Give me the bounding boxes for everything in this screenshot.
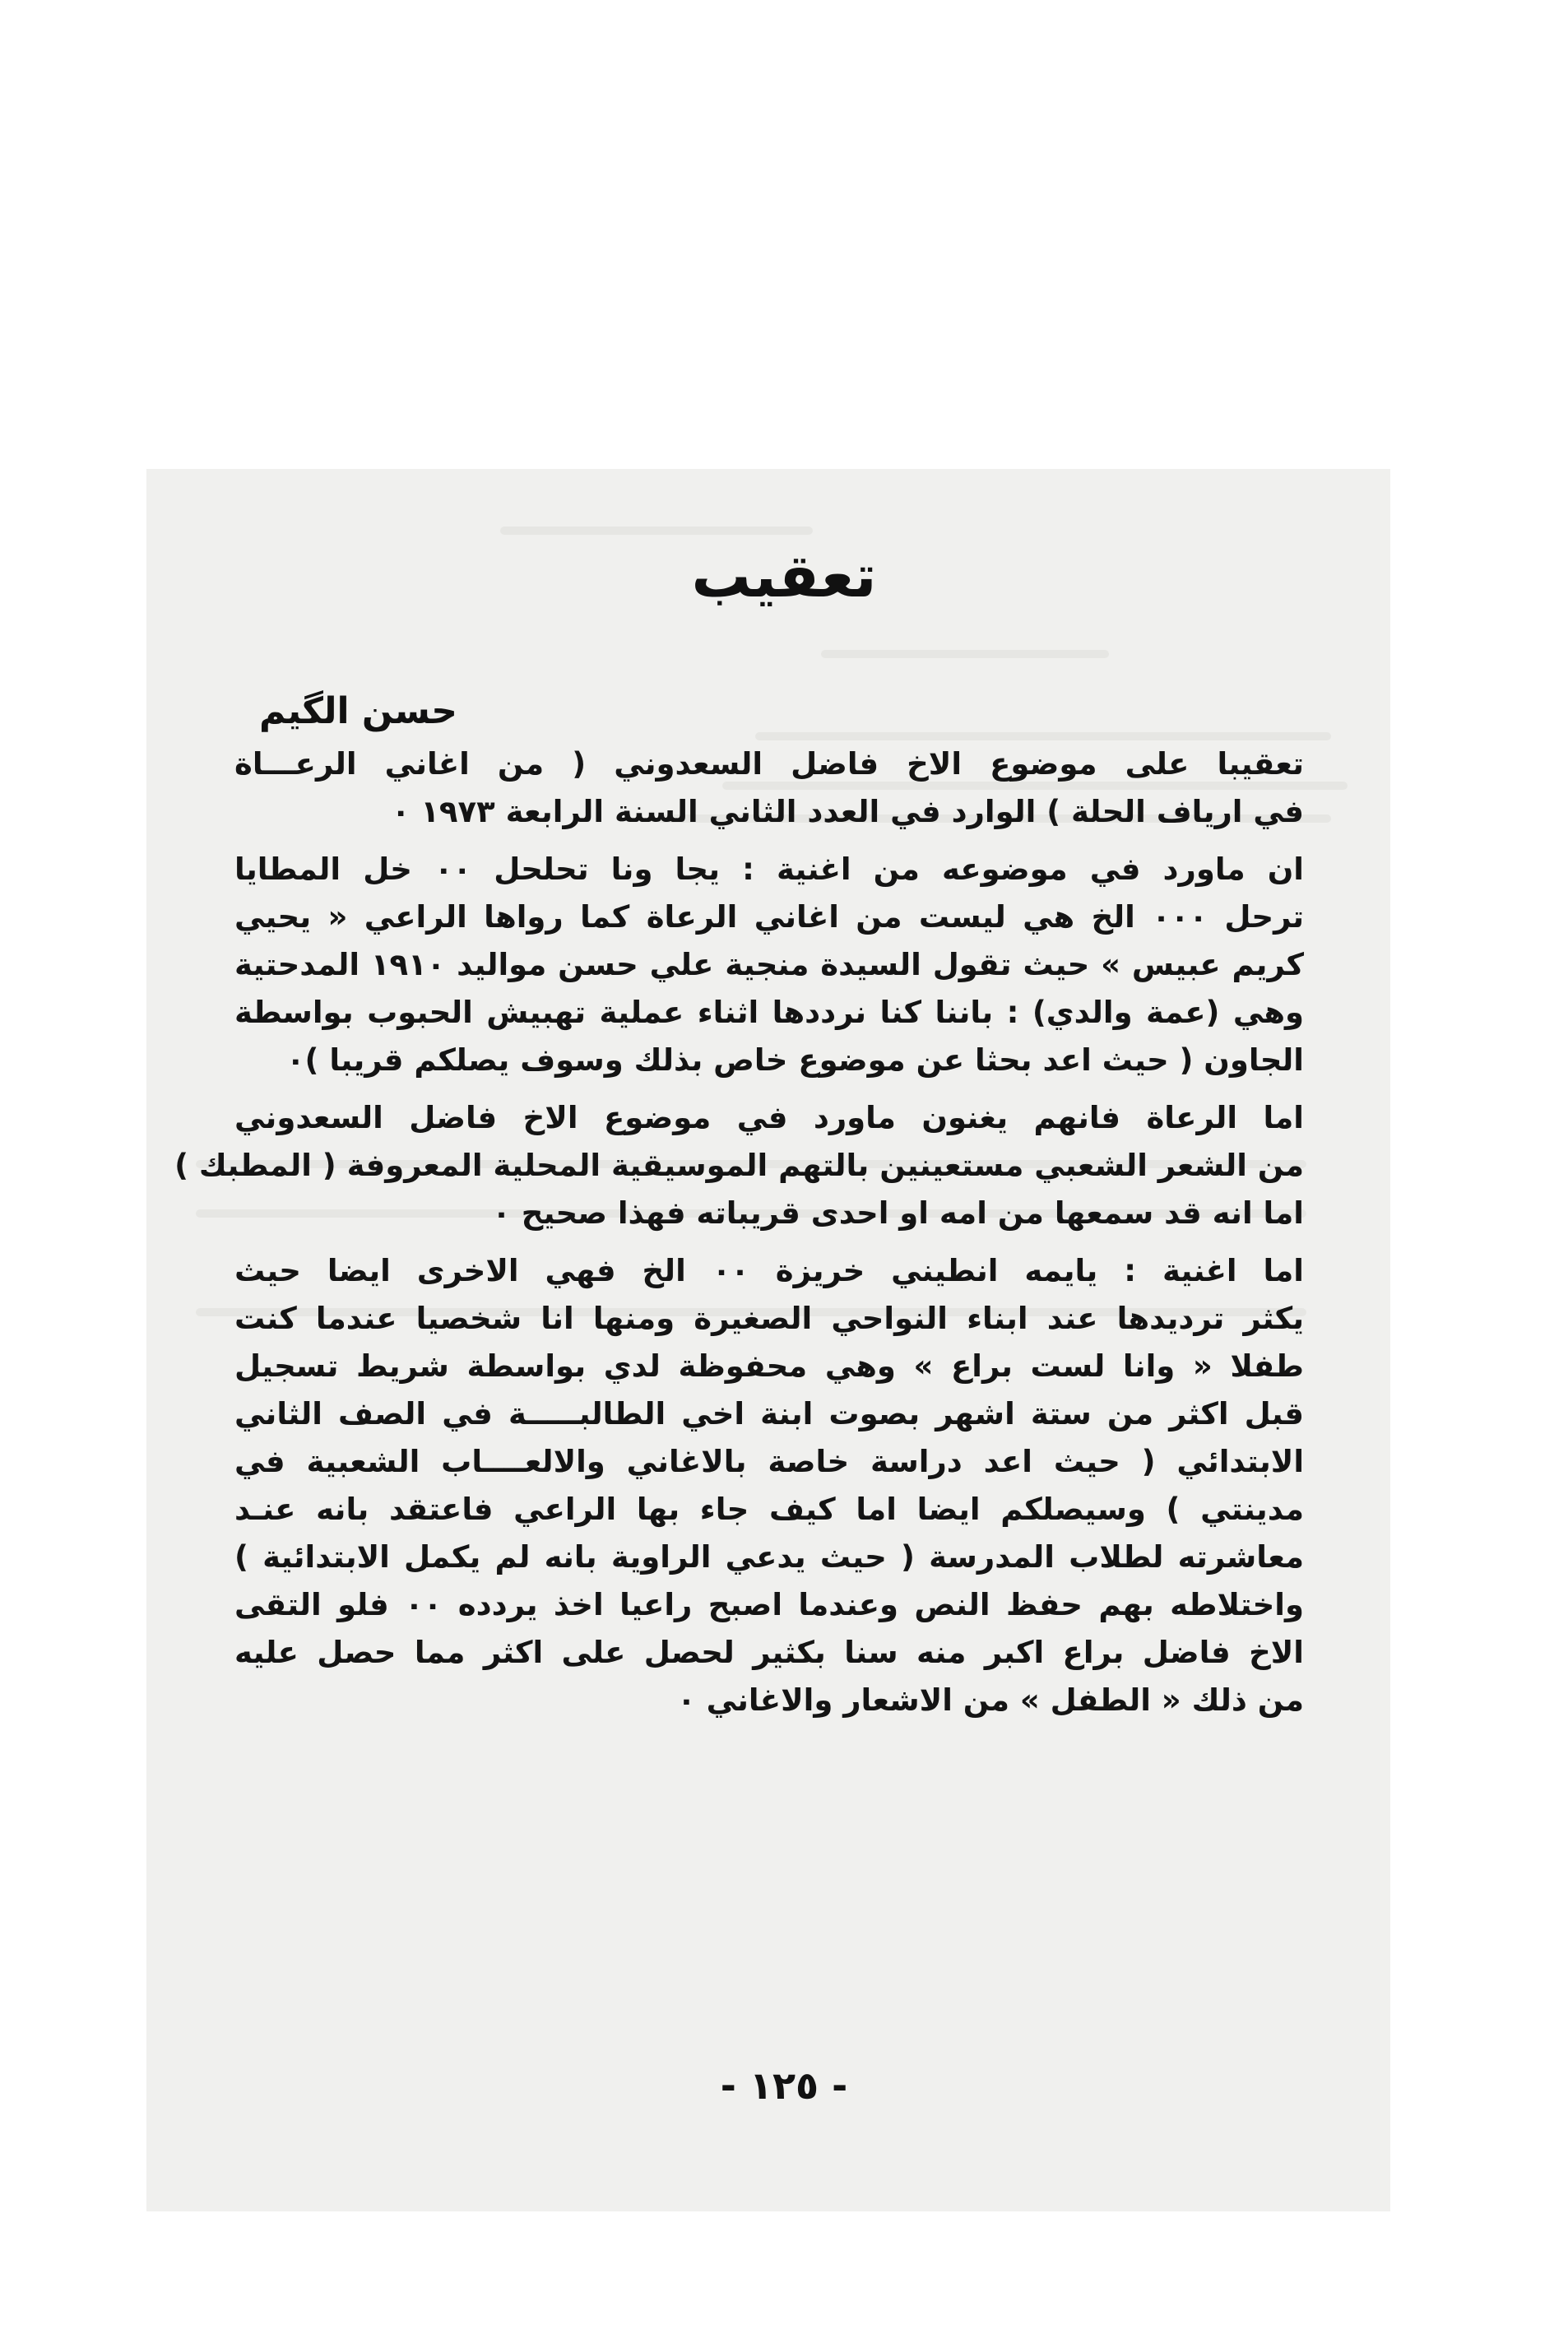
article-title: تعقيب	[691, 541, 877, 610]
paragraph-1	[234, 740, 1304, 836]
page-number: - ١٢٥ -	[720, 2063, 848, 2108]
article-body	[174, 740, 1304, 1734]
text-line: الاخ فاضل براع اكبر منه سنا بكثير لحصل على اكثر مما حصل عليه	[234, 1635, 1304, 1670]
text-line: واختلاطه بهم حفظ النص وعندما اصبح راعيا اخذ يردده ٠٠ فلو التقى	[234, 1587, 1304, 1622]
text-line: وهي (عمة والدي) : باننا كنا نرددها اثناء عملية تهبيش الحبوب بواسطة	[234, 995, 1304, 1030]
text-line: من ذلك « الطفل » من الاشعار والاغاني ٠	[677, 1682, 1304, 1718]
text-line: طفلا « وانا لست براع » وهي محفوظة لدي بواسطة شريط تسجيل	[234, 1348, 1304, 1384]
text-line: اما الرعاة فانهم يغنون ماورد في موضوع الاخ فاضل السعدوني	[234, 1100, 1304, 1135]
text-line: كريم عبيس » حيث تقول السيدة منجية علي حسن مواليد ١٩١٠ المدحتية	[234, 947, 1304, 982]
text-line: اما انه قد سمعها من امه او احدى قريباته فهذا صحيح ٠	[492, 1195, 1304, 1231]
text-line: مدينتي ) وسيصلكم ايضا اما كيف جاء بها الراعي فاعتقد بانه عنـد	[234, 1492, 1304, 1527]
author-name: حسن الگيم	[258, 690, 457, 732]
bleed-through-line	[755, 732, 1331, 740]
bleed-through-line	[821, 650, 1109, 658]
text-line: في ارياف الحلة ) الوارد في العدد الثاني السنة الرابعة ١٩٧٣ ٠	[391, 794, 1304, 829]
paragraph-2	[234, 846, 1304, 1084]
text-line: الجاون ( حيث اعد بحثا عن موضوع خاص بذلك وسوف يصلكم قريبا )٠	[285, 1042, 1304, 1078]
text-line: تعقيبا على موضوع الاخ فاضل السعدوني ( من اغاني الرعـــاة	[234, 746, 1304, 782]
text-line: يكثر ترديدها عند ابناء النواحي الصغيرة ومنها انا شخصيا عندما كنت	[234, 1301, 1304, 1336]
paragraph-3	[174, 1094, 1304, 1237]
text-line: قبل اكثر من ستة اشهر بصوت ابنة اخي الطالبـــــة في الصف الثاني	[234, 1396, 1304, 1432]
text-line: ان ماورد في موضوعه من اغنية : يجا ونا تحلحل ٠٠ خل المطايا	[234, 851, 1304, 887]
text-line: الابتدائي ( حيث اعد دراسة خاصة بالاغاني والالعــــاب الشعبية في	[234, 1444, 1304, 1479]
text-line: ترحل ٠٠٠ الخ هي ليست من اغاني الرعاة كما رواها الراعي « يحيي	[234, 899, 1304, 935]
text-line: اما اغنية : يايمه انطيني خريزة ٠٠ الخ فهي الاخرى ايضا حيث	[234, 1253, 1304, 1288]
text-line: من الشعر الشعبي مستعينين بالتهم الموسيقية المحلية المعروفة ( المطبك )	[174, 1148, 1304, 1183]
bleed-through-line	[500, 527, 813, 535]
text-line: معاشرته لطلاب المدرسة ( حيث يدعي الراوية بانه لم يكمل الابتدائية )	[234, 1539, 1304, 1575]
paragraph-4	[234, 1247, 1304, 1724]
